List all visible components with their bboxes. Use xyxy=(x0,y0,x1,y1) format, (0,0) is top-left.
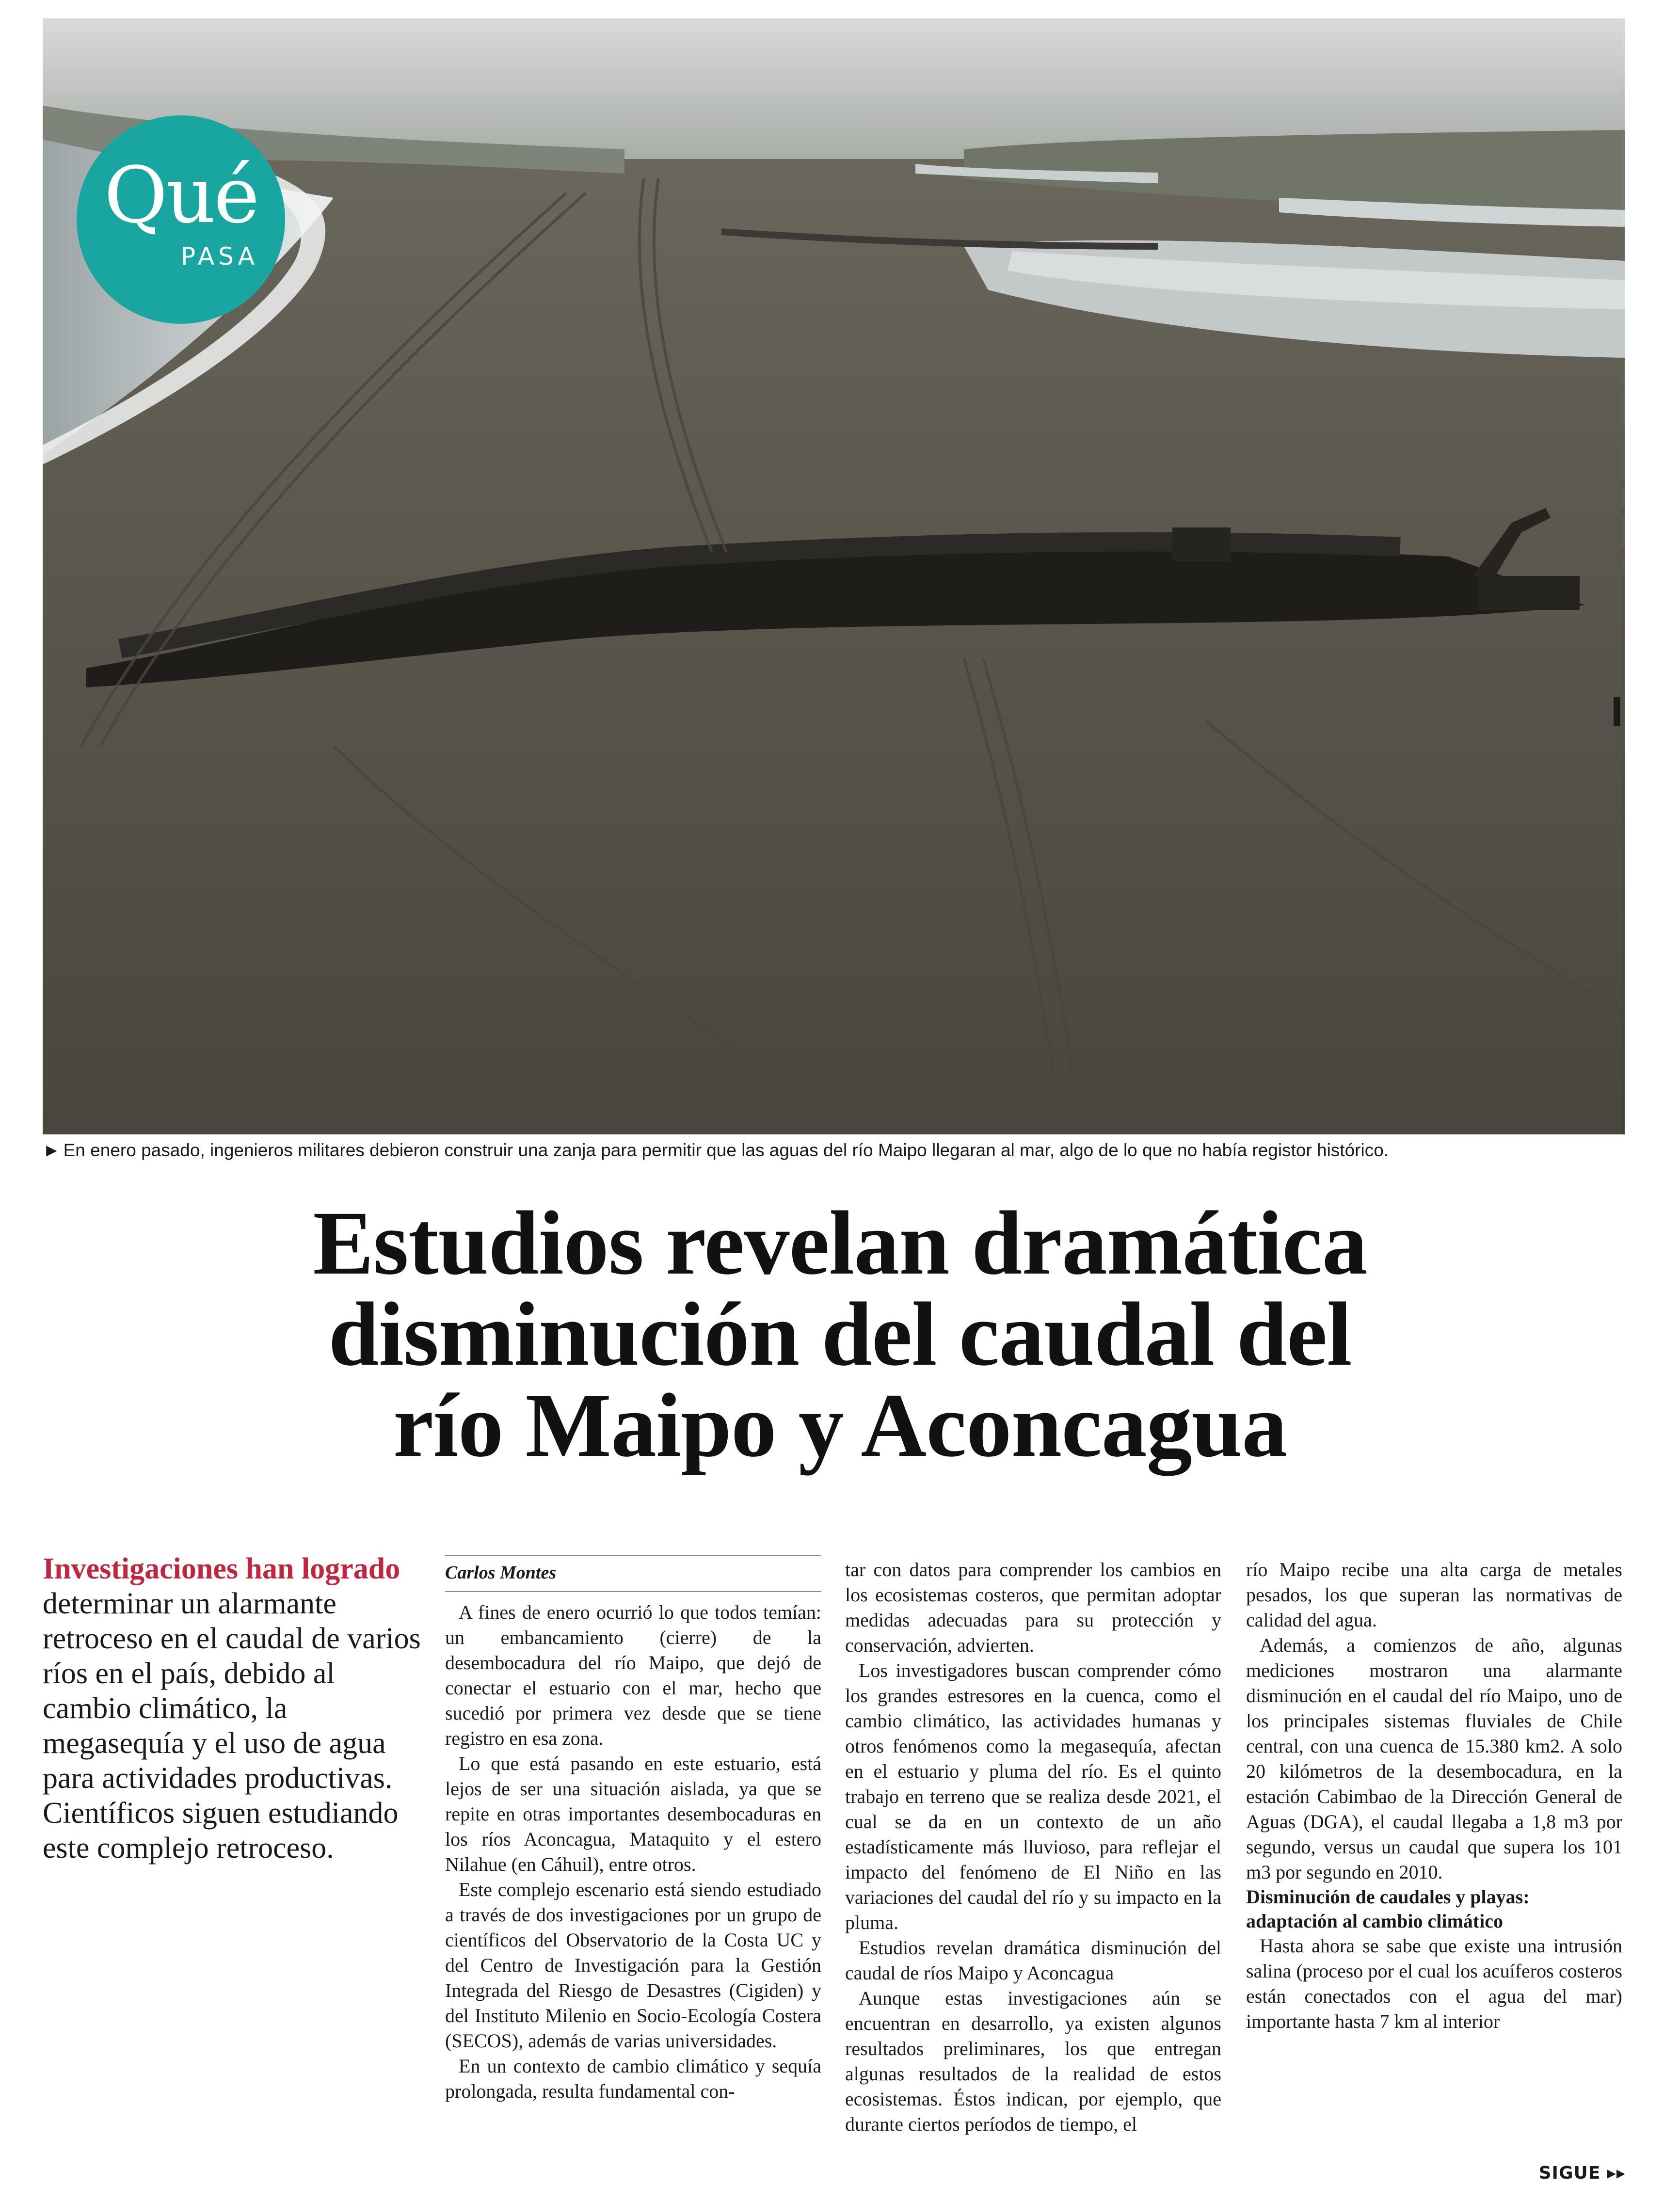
que-pasa-badge xyxy=(77,115,285,324)
lead-paragraph xyxy=(43,1551,426,1865)
section-subhead: Disminución de caudales y playas: adaptación al cambio climático xyxy=(1246,1886,1530,1932)
photo-caption xyxy=(43,1140,1625,1161)
paragraph: Estudios revelan dramática disminución del caudal de ríos Maipo y Aconcagua xyxy=(845,1937,1221,1984)
paragraph: Los investigadores buscan comprender cómo los grandes estresores en la cuenca, como el cambio climático, las actividades humanas y otros fenómenos como la megasequía, afectan en el estuario y pluma del río. Es el quinto trabajo en terreno que se realiza desde 2021, el cual se da en un contexto de un año estadísticamente más lluvioso, para reflejar el impacto del fenómeno de El Niño en las variaciones del caudal del río y su impacto en la pluma. xyxy=(845,1659,1221,1933)
headline-line-3: río Maipo y Aconcagua xyxy=(393,1374,1287,1476)
paragraph: Aunque estas investigaciones aún se encuentran en desarrollo, ya existen algunos resultados preliminares, los que entregan algunas resultados de la realidad de estos ecosistemas. Éstos indican, por ejemplo, que durante ciertos períodos de tiempo, el xyxy=(845,1987,1221,2135)
photo-maipo-estuary xyxy=(43,18,1625,1134)
paragraph: tar con datos para comprender los cambios en los ecosistemas costeros, que permitan adoptar medidas adecuadas para su protección y conservación, advierten. xyxy=(845,1559,1221,1656)
badge-word: Qué xyxy=(104,150,258,240)
caption-text: En enero pasado, ingenieros militares debieron construir una zanja para permitir que las aguas del río Maipo llegaran al mar, algo de lo que no había registor histórico. xyxy=(63,1140,1389,1160)
body-column-3 xyxy=(1246,1557,1622,2034)
headline-line-1: Estudios revelan dramática xyxy=(313,1192,1367,1293)
paragraph: En un contexto de cambio climático y sequía prolongada, resulta fundamental con- xyxy=(445,2055,821,2102)
byline: Carlos Montes xyxy=(445,1555,821,1592)
badge-sub: PASA xyxy=(180,242,259,271)
paragraph: A fines de enero ocurrió lo que todos temían: un embancamiento (cierre) de la desembocadura del río Maipo, que dejó de conectar el estuario con el mar, hecho que sucedió por primera vez desde que se tiene registro en esa zona. xyxy=(445,1601,821,1749)
lead-text: determinar un alarmante retroceso en el caudal de varios ríos en el país, debido al cambio climático, la megasequía y el uso de agua para actividades productivas. Científicos siguen estudiando este complejo retroceso. xyxy=(43,1587,421,1865)
paragraph: Además, a comienzos de año, algunas mediciones mostraron una alarmante disminución en el caudal del río Maipo, uno de los principales sistemas fluviales de Chile central, con una cuenca de 15.380 km2. A solo 20 kilómetros de la desembocadura, en la estación Cabimbao de la Dirección General de Aguas (DGA), el caudal llegaba a 1,8 m3 por segundo, versus un caudal que supera los 101 m3 por segundo en 2010. xyxy=(1246,1634,1622,1883)
body-column-1 xyxy=(445,1555,821,2104)
paragraph: Este complejo escenario está siendo estudiado a través de dos investigaciones por un grupo de científicos del Observatorio de la Costa UC y del Centro de Investigación para la Gestión Integrada del Riesgo de Desastres (Cigiden) y del Instituto Milenio en Socio-Ecología Costera (SECOS), además de varias universidades. xyxy=(445,1879,821,2052)
headline xyxy=(97,1192,1583,1476)
paragraph: Lo que está pasando en este estuario, está lejos de ser una situación aislada, ya que se repite en otras importantes desembocaduras en los ríos Aconcagua, Mataquito y el estero Nilahue (en Cáhuil), entre otros. xyxy=(445,1753,821,1875)
continue-marker: SIGUE ▸▸ xyxy=(1538,2163,1626,2183)
lead-kicker: Investigaciones han logrado xyxy=(43,1552,400,1585)
paragraph: río Maipo recibe una alta carga de metales pesados, los que superan las normativas de calidad del agua. xyxy=(1246,1559,1622,1631)
headline-line-2: disminución del caudal del xyxy=(328,1283,1352,1385)
paragraph: Hasta ahora se sabe que existe una intrusión salina (proceso por el cual los acuíferos costeros están conectados con el agua del mar) importante hasta 7 km al interior xyxy=(1246,1935,1622,2032)
caption-marker-icon: ► xyxy=(43,1140,61,1160)
body-column-2 xyxy=(845,1557,1221,2137)
